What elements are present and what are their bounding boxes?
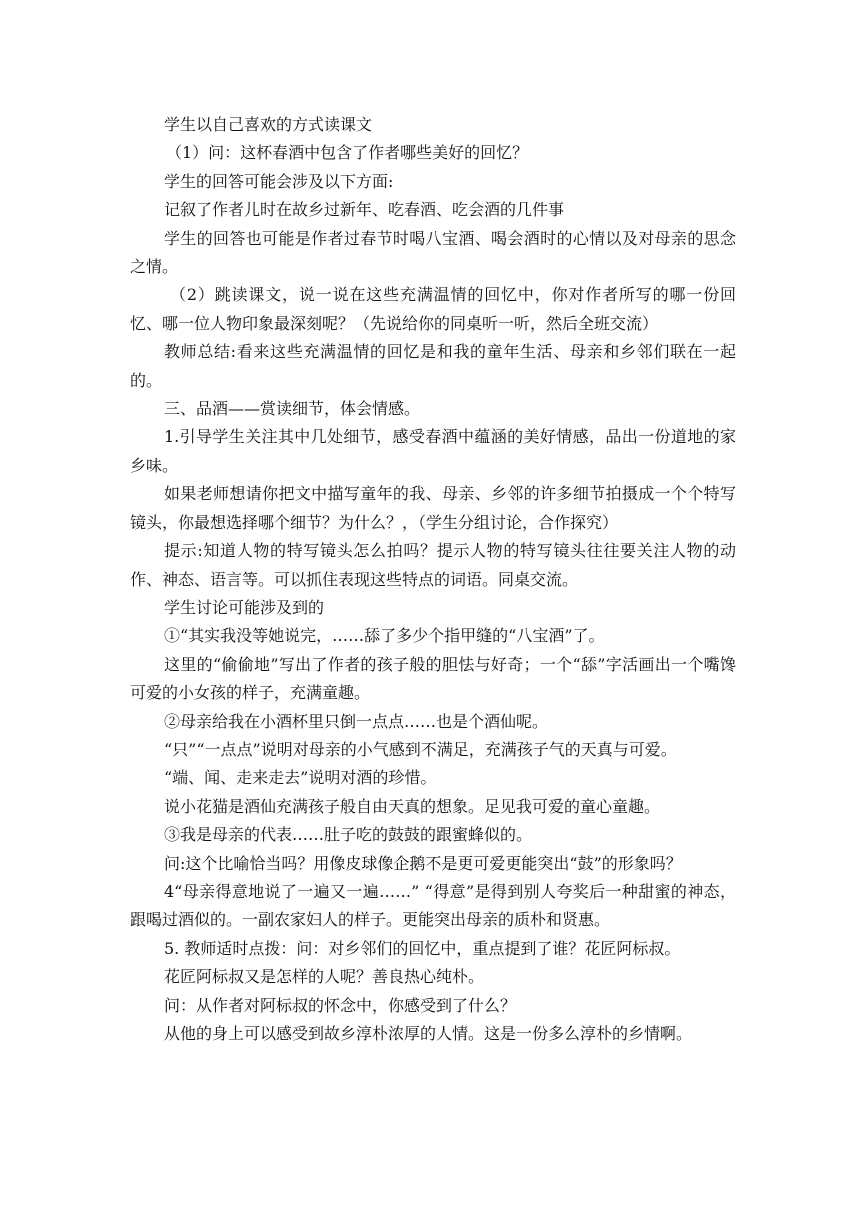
paragraph: 学生以自己喜欢的方式读课文 (164, 115, 373, 134)
paragraph: 教师总结:看来这些充满温情的回忆是和我的童年生活、母亲和乡邻们联在一起的。 (130, 342, 736, 390)
paragraph: 学生的回答可能会涉及以下方面: (164, 171, 394, 191)
document-body (130, 111, 736, 1048)
paragraph: 从他的身上可以感受到故乡淳朴浓厚的人情。这是一份多么淳朴的乡情啊。 (164, 1024, 693, 1043)
paragraph: ①“其实我没等她说完，……舔了多少个指甲缝的“八宝酒”了。 (164, 626, 605, 646)
paragraph: “只”“一点点”说明对母亲的小气感到不满足，充满孩子气的天真与可爱。 (164, 739, 677, 759)
paragraph: 如果老师想请你把文中描写童年的我、母亲、乡邻的许多细节拍摄成一个个特写镜头，你最想选择哪个细节？为什么？，（学生分组讨论，合作探究） (130, 484, 736, 532)
paragraph: 问：从作者对阿标叔的怀念中，你感受到了什么？ (164, 995, 517, 1015)
paragraph: 提示:知道人物的特写镜头怎么拍吗？提示人物的特写镜头往往要关注人物的动作、神态、语言等。可以抓住表现这些特点的词语。同桌交流。 (130, 541, 736, 589)
paragraph: ③我是母亲的代表……肚子吃的鼓鼓的跟蜜蜂似的。 (164, 825, 533, 845)
paragraph: 花匠阿标叔又是怎样的人呢？善良热心纯朴。 (164, 967, 485, 987)
paragraph: 说小花猫是酒仙充满孩子般自由天真的想象。足见我可爱的童心童趣。 (164, 796, 661, 816)
paragraph: 问:这个比喻恰当吗？用像皮球像企鹅不是更可爱更能突出“鼓”的形象吗？ (164, 853, 682, 873)
paragraph: 学生讨论可能涉及到的 (164, 597, 325, 617)
paragraph: “端、闻、走来走去”说明对酒的珍惜。 (164, 768, 437, 788)
section-heading: 三、品酒——赏读细节，体会情感。 (164, 399, 421, 419)
paragraph: 5. 教师适时点拨：问：对乡邻们的回忆中，重点提到了谁？花匠阿标叔。 (164, 938, 681, 958)
paragraph: 1.引导学生关注其中几处细节，感受春酒中蕴涵的美好情感，品出一份道地的家乡味。 (130, 427, 736, 475)
paragraph: （2）跳读课文，说一说在这些充满温情的回忆中，你对作者所写的哪一份回忆、哪一位人物印象最深刻呢？（先说给你的同桌听一听，然后全班交流） (130, 285, 736, 333)
paragraph: 这里的“偷偷地”写出了作者的孩子般的胆怯与好奇；一个“舔”字活画出一个嘴馋可爱的小女孩的样子，充满童趣。 (130, 654, 736, 703)
paragraph: 4“母亲得意地说了一遍又一遍……” “得意”是得到别人夸奖后一种甜蜜的神态，跟喝过酒似的。一副农家妇人的样子。更能突出母亲的质朴和贤惠。 (130, 881, 736, 930)
paragraph: （1）问：这杯春酒中包含了作者哪些美好的回忆？ (166, 143, 529, 163)
paragraph: ②母亲给我在小酒杯里只倒一点点……也是个酒仙呢。 (164, 711, 549, 731)
paragraph: 记叙了作者儿时在故乡过新年、吃春酒、吃会酒的几件事 (164, 200, 565, 220)
paragraph: 学生的回答也可能是作者过春节时喝八宝酒、喝会酒时的心情以及对母亲的思念之情。 (130, 228, 736, 277)
